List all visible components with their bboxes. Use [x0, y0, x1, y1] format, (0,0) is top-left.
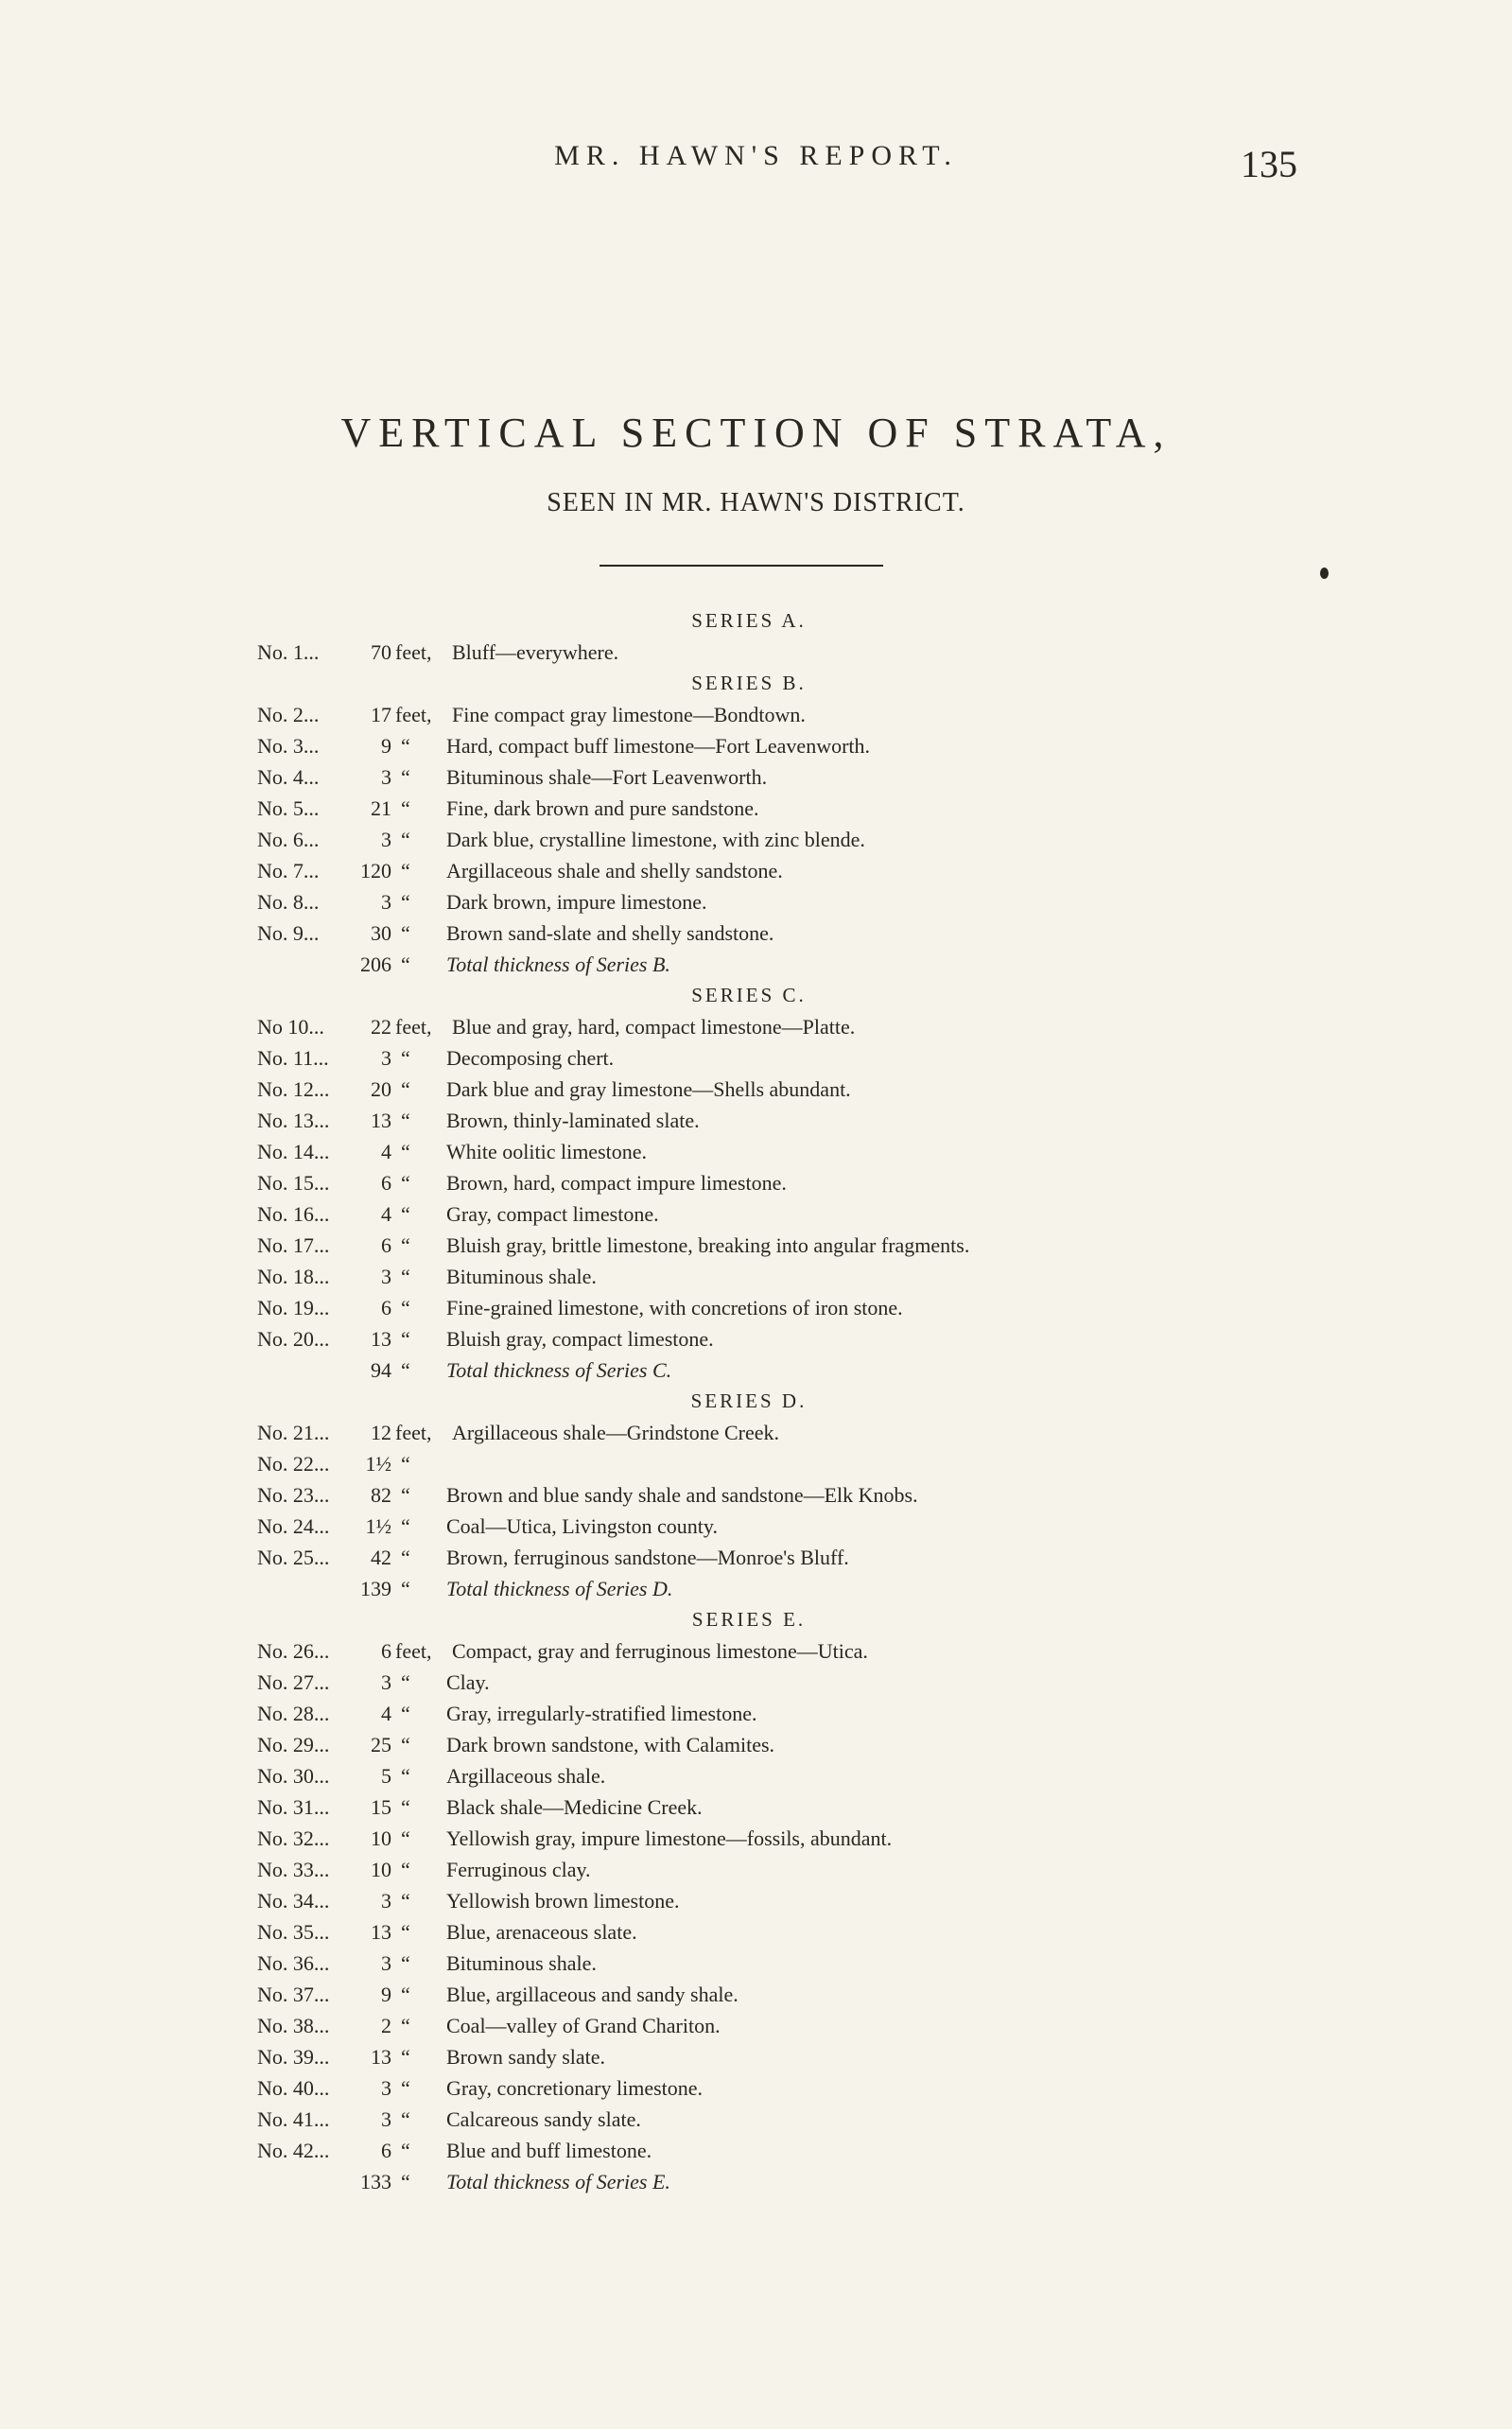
stratum-description: Gray, irregularly-stratified limestone.	[446, 1702, 757, 1725]
thickness-unit: “	[401, 2014, 410, 2037]
stratum-description: Gray, concretionary limestone.	[446, 2076, 704, 2100]
stratum-row	[257, 1885, 1260, 1916]
thickness-unit: “	[401, 1670, 410, 1694]
stratum-row	[257, 2072, 1260, 2104]
stratum-thickness: 3	[381, 2107, 391, 2131]
stratum-row	[257, 761, 1260, 793]
thickness-unit: “	[401, 1858, 410, 1881]
stratum-row	[257, 1261, 1260, 1292]
stratum-description: Brown and blue sandy shale and sandstone—Elk Knobs.	[446, 1483, 918, 1507]
stratum-description: Total thickness of Series D.	[446, 1577, 673, 1600]
stratum-description: Clay.	[446, 1670, 490, 1694]
stratum-description: Brown, ferruginous sandstone—Monroe's Bluff.	[446, 1546, 849, 1569]
stratum-number: No. 22...	[257, 1452, 330, 1476]
stratum-description: Blue, arenaceous slate.	[446, 1920, 637, 1944]
stratum-description: Black shale—Medicine Creek.	[446, 1795, 703, 1819]
stratum-description: Fine, dark brown and pure sandstone.	[446, 796, 759, 820]
stratum-thickness: 13	[371, 1327, 391, 1351]
thickness-unit: “	[401, 1265, 410, 1288]
stratum-number: No. 12...	[257, 1077, 330, 1101]
stratum-row	[257, 1729, 1260, 1760]
stratum-thickness: 15	[371, 1795, 391, 1819]
thickness-unit: feet,	[395, 703, 432, 726]
stratum-description: Coal—Utica, Livingston county.	[446, 1514, 718, 1538]
stratum-description: Compact, gray and ferruginous limestone—Utica.	[452, 1639, 868, 1663]
stratum-row	[257, 1791, 1260, 1823]
stratum-row	[257, 1292, 1260, 1323]
stratum-description: Fine-grained limestone, with concretions of iron stone.	[446, 1296, 903, 1319]
thickness-unit: “	[401, 1483, 410, 1507]
thickness-unit: “	[401, 1764, 410, 1788]
stratum-number: No. 4...	[257, 765, 320, 789]
stratum-number: No. 41...	[257, 2107, 330, 2131]
stratum-number: No. 11...	[257, 1046, 329, 1070]
stratum-description: Bituminous shale.	[446, 1265, 597, 1288]
stratum-thickness: 30	[371, 921, 391, 945]
stratum-number: No. 39...	[257, 2045, 330, 2069]
thickness-unit: “	[401, 1046, 410, 1070]
stratum-row	[257, 699, 1260, 730]
thickness-unit: “	[401, 1296, 410, 1319]
stratum-thickness: 3	[381, 1889, 391, 1913]
stratum-description: White oolitic limestone.	[446, 1140, 648, 1163]
stratum-thickness: 4	[381, 1702, 391, 1725]
stratum-row	[257, 1417, 1260, 1448]
thickness-unit: “	[401, 1920, 410, 1944]
stratum-number: No. 25...	[257, 1546, 330, 1569]
stratum-number: No. 18...	[257, 1265, 330, 1288]
stratum-row	[257, 1760, 1260, 1791]
series-heading: SERIES E.	[691, 1608, 807, 1631]
stratum-row	[257, 1230, 1260, 1261]
thickness-unit: feet,	[395, 1015, 432, 1039]
stratum-number: No. 24...	[257, 1514, 330, 1538]
stratum-description: Brown sandy slate.	[446, 2045, 606, 2069]
stratum-thickness: 3	[381, 1046, 391, 1070]
thickness-unit: “	[401, 1577, 410, 1600]
stratum-description: Ferruginous clay.	[446, 1858, 591, 1881]
stratum-thickness: 206	[360, 952, 391, 976]
stratum-number: No. 17...	[257, 1233, 330, 1257]
stratum-thickness: 4	[381, 1202, 391, 1226]
stratum-description: Fine compact gray limestone—Bondtown.	[452, 703, 806, 726]
title-divider	[600, 565, 883, 567]
thickness-unit: “	[401, 1327, 410, 1351]
stratum-description: Argillaceous shale.	[446, 1764, 606, 1788]
stratum-thickness: 10	[371, 1826, 391, 1850]
stratum-number: No. 28...	[257, 1702, 330, 1725]
stratum-number: No. 20...	[257, 1327, 330, 1351]
stratum-description: Blue and gray, hard, compact limestone—Platte.	[452, 1015, 856, 1039]
series-total-row	[257, 1354, 1260, 1386]
stratum-description: Blue and buff limestone.	[446, 2139, 652, 2162]
thickness-unit: “	[401, 1452, 410, 1476]
stratum-thickness: 13	[371, 1920, 391, 1944]
stratum-thickness: 3	[381, 765, 391, 789]
stratum-row	[257, 1854, 1260, 1885]
stratum-description: Total thickness of Series C.	[446, 1358, 672, 1382]
stratum-thickness: 1½	[365, 1452, 391, 1476]
stratum-thickness: 6	[381, 1233, 391, 1257]
thickness-unit: “	[401, 734, 410, 758]
thickness-unit: “	[401, 1140, 410, 1163]
thickness-unit: “	[401, 1077, 410, 1101]
stratum-number: No. 36...	[257, 1951, 330, 1975]
stratum-thickness: 70	[371, 640, 391, 664]
page-subtitle: SEEN IN MR. HAWN'S DISTRICT.	[547, 488, 965, 517]
thickness-unit: “	[401, 2170, 410, 2193]
stratum-description: Blue, argillaceous and sandy shale.	[446, 1983, 739, 2006]
stratum-thickness: 1½	[365, 1514, 391, 1538]
stratum-thickness: 13	[371, 1109, 391, 1132]
stratum-thickness: 94	[371, 1358, 391, 1382]
thickness-unit: “	[401, 1109, 410, 1132]
running-head: MR. HAWN'S REPORT.	[554, 140, 958, 171]
stratum-row	[257, 1074, 1260, 1105]
stratum-row	[257, 730, 1260, 761]
stratum-number: No. 37...	[257, 1983, 330, 2006]
stratum-number: No. 7...	[257, 859, 320, 882]
stratum-thickness: 3	[381, 890, 391, 914]
series-total-row	[257, 2166, 1260, 2197]
stratum-thickness: 6	[381, 1639, 391, 1663]
stratum-description: Brown sand-slate and shelly sandstone.	[446, 921, 774, 945]
stratum-description: Dark brown sandstone, with Calamites.	[446, 1733, 775, 1756]
thickness-unit: feet,	[395, 1639, 432, 1663]
thickness-unit: “	[401, 1202, 410, 1226]
stratum-description: Brown, thinly-laminated slate.	[446, 1109, 700, 1132]
stratum-number: No. 2...	[257, 703, 320, 726]
stratum-thickness: 3	[381, 1670, 391, 1694]
ink-dot	[1320, 568, 1329, 579]
stratum-thickness: 9	[381, 734, 391, 758]
thickness-unit: “	[401, 796, 410, 820]
page-title: VERTICAL SECTION OF STRATA,	[340, 410, 1172, 456]
stratum-row	[257, 2104, 1260, 2135]
stratum-row	[257, 1448, 1260, 1479]
thickness-unit: “	[401, 952, 410, 976]
stratum-row	[257, 2010, 1260, 2041]
stratum-number: No. 42...	[257, 2139, 330, 2162]
page-number: 135	[1241, 143, 1297, 185]
series-heading: SERIES B.	[691, 672, 807, 694]
stratum-row	[257, 1511, 1260, 1542]
thickness-unit: “	[401, 828, 410, 851]
thickness-unit: “	[401, 1889, 410, 1913]
stratum-row	[257, 1542, 1260, 1573]
stratum-thickness: 9	[381, 1983, 391, 2006]
stratum-number: No. 3...	[257, 734, 320, 758]
stratum-description: Bluff—everywhere.	[452, 640, 619, 664]
stratum-thickness: 12	[371, 1421, 391, 1444]
stratum-row	[257, 1198, 1260, 1230]
stratum-row	[257, 1823, 1260, 1854]
thickness-unit: “	[401, 1171, 410, 1195]
thickness-unit: “	[401, 890, 410, 914]
stratum-row	[257, 917, 1260, 949]
stratum-number: No. 9...	[257, 921, 320, 945]
stratum-row	[257, 637, 1260, 668]
stratum-description: Bituminous shale.	[446, 1951, 597, 1975]
stratum-number: No. 32...	[257, 1826, 330, 1850]
thickness-unit: “	[401, 1951, 410, 1975]
stratum-thickness: 6	[381, 2139, 391, 2162]
stratum-description: Yellowish gray, impure limestone—fossils, abundant.	[446, 1826, 893, 1850]
stratum-thickness: 3	[381, 1951, 391, 1975]
stratum-number: No 10...	[257, 1015, 324, 1039]
thickness-unit: “	[401, 1702, 410, 1725]
stratum-number: No. 26...	[257, 1639, 330, 1663]
stratum-thickness: 13	[371, 2045, 391, 2069]
stratum-thickness: 139	[360, 1577, 391, 1600]
stratum-thickness: 2	[381, 2014, 391, 2037]
series-total-row	[257, 1573, 1260, 1604]
series-heading: SERIES A.	[691, 609, 807, 632]
stratum-thickness: 25	[371, 1733, 391, 1756]
thickness-unit: feet,	[395, 640, 432, 664]
stratum-description: Argillaceous shale and shelly sandstone.	[446, 859, 783, 882]
stratum-number: No. 14...	[257, 1140, 330, 1163]
thickness-unit: “	[401, 1733, 410, 1756]
thickness-unit: “	[401, 1546, 410, 1569]
series-heading: SERIES C.	[691, 984, 807, 1006]
stratum-thickness: 6	[381, 1296, 391, 1319]
thickness-unit: “	[401, 1795, 410, 1819]
stratum-row	[257, 1105, 1260, 1136]
thickness-unit: “	[401, 2107, 410, 2131]
stratum-description: Gray, compact limestone.	[446, 1202, 659, 1226]
thickness-unit: “	[401, 2139, 410, 2162]
stratum-thickness: 20	[371, 1077, 391, 1101]
thickness-unit: “	[401, 2076, 410, 2100]
stratum-thickness: 3	[381, 2076, 391, 2100]
strata-table	[257, 605, 1260, 2197]
thickness-unit: “	[401, 859, 410, 882]
stratum-number: No. 21...	[257, 1421, 330, 1444]
thickness-unit: “	[401, 1983, 410, 2006]
thickness-unit: “	[401, 921, 410, 945]
thickness-unit: “	[401, 1233, 410, 1257]
stratum-thickness: 133	[360, 2170, 391, 2193]
stratum-row	[257, 2041, 1260, 2072]
stratum-thickness: 6	[381, 1171, 391, 1195]
stratum-description: Yellowish brown limestone.	[446, 1889, 680, 1913]
stratum-description: Total thickness of Series E.	[446, 2170, 670, 2193]
stratum-number: No. 34...	[257, 1889, 330, 1913]
thickness-unit: “	[401, 1514, 410, 1538]
stratum-thickness: 42	[371, 1546, 391, 1569]
stratum-number: No. 16...	[257, 1202, 330, 1226]
stratum-row	[257, 824, 1260, 855]
stratum-thickness: 120	[360, 859, 391, 882]
stratum-description: Bituminous shale—Fort Leavenworth.	[446, 765, 768, 789]
stratum-thickness: 17	[371, 703, 391, 726]
series-heading: SERIES D.	[690, 1389, 808, 1412]
stratum-row	[257, 1323, 1260, 1354]
stratum-row	[257, 886, 1260, 917]
stratum-thickness: 5	[381, 1764, 391, 1788]
stratum-description: Dark blue and gray limestone—Shells abundant.	[446, 1077, 851, 1101]
stratum-number: No. 33...	[257, 1858, 330, 1881]
stratum-row	[257, 855, 1260, 886]
thickness-unit: “	[401, 2045, 410, 2069]
stratum-description: Dark brown, impure limestone.	[446, 890, 707, 914]
stratum-number: No. 5...	[257, 796, 320, 820]
stratum-number: No. 23...	[257, 1483, 330, 1507]
stratum-number: No. 30...	[257, 1764, 330, 1788]
stratum-row	[257, 793, 1260, 824]
thickness-unit: “	[401, 765, 410, 789]
stratum-description: Hard, compact buff limestone—Fort Leavenworth.	[446, 734, 871, 758]
stratum-description: Bluish gray, brittle limestone, breaking into angular fragments.	[446, 1233, 970, 1257]
stratum-thickness: 3	[381, 828, 391, 851]
stratum-number: No. 8...	[257, 890, 320, 914]
stratum-number: No. 19...	[257, 1296, 330, 1319]
stratum-thickness: 10	[371, 1858, 391, 1881]
stratum-number: No. 1...	[257, 640, 320, 664]
stratum-thickness: 4	[381, 1140, 391, 1163]
stratum-row	[257, 2135, 1260, 2166]
stratum-row	[257, 1698, 1260, 1729]
stratum-description: Calcareous sandy slate.	[446, 2107, 641, 2131]
stratum-description: Coal—valley of Grand Chariton.	[446, 2014, 721, 2037]
stratum-number: No. 6...	[257, 828, 320, 851]
stratum-number: No. 13...	[257, 1109, 330, 1132]
series-total-row	[257, 949, 1260, 980]
stratum-row	[257, 1011, 1260, 1042]
stratum-row	[257, 1948, 1260, 1979]
stratum-thickness: 3	[381, 1265, 391, 1288]
stratum-number: No. 38...	[257, 2014, 330, 2037]
stratum-row	[257, 1136, 1260, 1167]
stratum-row	[257, 1167, 1260, 1198]
stratum-number: No. 27...	[257, 1670, 330, 1694]
stratum-row	[257, 1479, 1260, 1511]
stratum-row	[257, 1667, 1260, 1698]
thickness-unit: feet,	[395, 1421, 432, 1444]
stratum-number: No. 15...	[257, 1171, 330, 1195]
stratum-description: Brown, hard, compact impure limestone.	[446, 1171, 787, 1195]
stratum-number: No. 35...	[257, 1920, 330, 1944]
stratum-description: Total thickness of Series B.	[446, 952, 670, 976]
thickness-unit: “	[401, 1826, 410, 1850]
thickness-unit: “	[401, 1358, 410, 1382]
stratum-row	[257, 1916, 1260, 1948]
stratum-description: Dark blue, crystalline limestone, with zinc blende.	[446, 828, 865, 851]
stratum-number: No. 40...	[257, 2076, 330, 2100]
stratum-description: Bluish gray, compact limestone.	[446, 1327, 714, 1351]
stratum-description: Decomposing chert.	[446, 1046, 615, 1070]
stratum-row	[257, 1635, 1260, 1667]
stratum-number: No. 31...	[257, 1795, 330, 1819]
stratum-row	[257, 1979, 1260, 2010]
stratum-thickness: 22	[371, 1015, 391, 1039]
stratum-number: No. 29...	[257, 1733, 330, 1756]
stratum-description: Argillaceous shale—Grindstone Creek.	[452, 1421, 780, 1444]
stratum-thickness: 82	[371, 1483, 391, 1507]
stratum-row	[257, 1042, 1260, 1074]
stratum-thickness: 21	[371, 796, 391, 820]
